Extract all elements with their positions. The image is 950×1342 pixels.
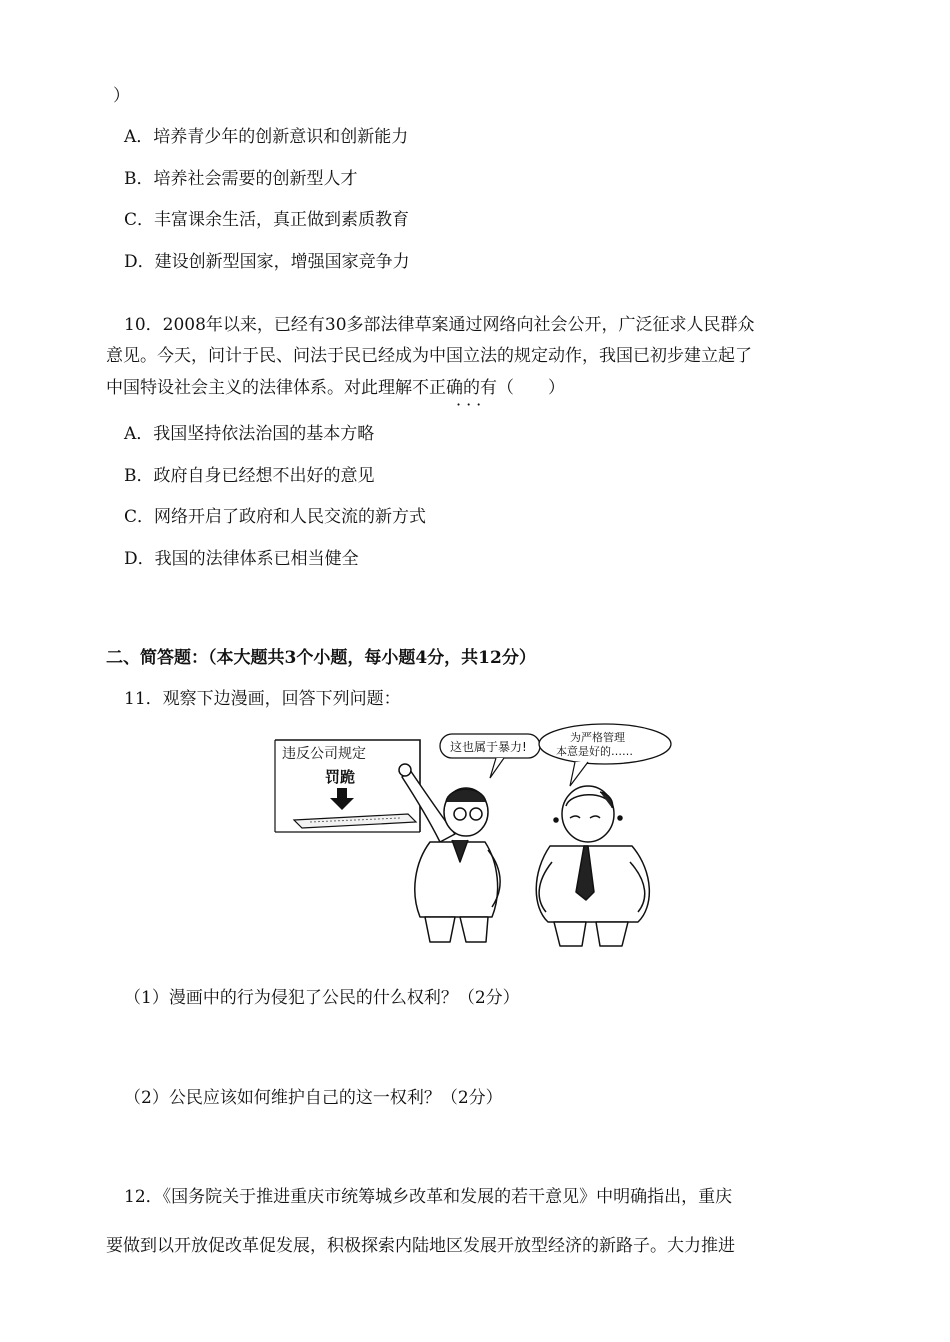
q9-closing-paren: ）	[113, 86, 130, 106]
section-heading: 二、简答题：（本大题共3个小题，每小题4分，共12分）	[106, 648, 536, 668]
sign-line-1: 违反公司规定	[282, 746, 366, 762]
q12-line-1: 12．《国务院关于推进重庆市统筹城乡改革和发展的若干意见》中明确指出，重庆	[124, 1187, 733, 1207]
q10-line-1: 10．2008年以来，已经有30多部法律草案通过网络向社会公开，广泛征求人民群众	[124, 315, 755, 335]
q9-option-d: D．建设创新型国家，增强国家竞争力	[124, 252, 410, 272]
q11-sub-question-2: （2）公民应该如何维护自己的这一权利？（2分）	[124, 1088, 503, 1108]
q10-option-a: A．我国坚持依法治国的基本方略	[124, 424, 375, 444]
q12-line-2: 要做到以开放促改革促发展，积极探索内陆地区发展开放型经济的新路子。大力推进	[106, 1236, 735, 1256]
q11-sub-question-1: （1）漫画中的行为侵犯了公民的什么权利？（2分）	[124, 988, 520, 1008]
bubble-right-line-2: 本意是好的……	[556, 745, 633, 758]
right-man-figure	[536, 786, 649, 946]
left-man-figure	[399, 764, 500, 942]
left-speech-bubble	[440, 734, 540, 778]
bubble-left-text: 这也属于暴力!	[450, 740, 527, 754]
sign-board	[275, 740, 420, 832]
q10-emphasis-dots: ···	[456, 395, 487, 414]
q10-option-b: B．政府自身已经想不出好的意见	[124, 466, 375, 486]
bubble-right-line-1: 为严格管理	[570, 731, 625, 744]
cartoon-illustration	[270, 722, 690, 950]
q10-option-c: C．网络开启了政府和人民交流的新方式	[124, 507, 427, 527]
q10-option-d: D．我国的法律体系已相当健全	[124, 549, 359, 569]
q10-line-3: 中国特设社会主义的法律体系。对此理解不正确的有（ ）	[106, 378, 565, 398]
q9-option-c: C．丰富课余生活，真正做到素质教育	[124, 210, 410, 230]
sign-line-2: 罚跪	[325, 768, 356, 786]
q10-line-2: 意见。今天，问计于民、问法于民已经成为中国立法的规定动作，我国已初步建立起了	[106, 346, 752, 366]
q9-option-a: A．培养青少年的创新意识和创新能力	[124, 127, 409, 147]
right-speech-bubble	[539, 724, 671, 786]
q11-prompt: 11．观察下边漫画，回答下列问题：	[124, 689, 401, 709]
q9-option-b: B．培养社会需要的创新型人才	[124, 169, 358, 189]
